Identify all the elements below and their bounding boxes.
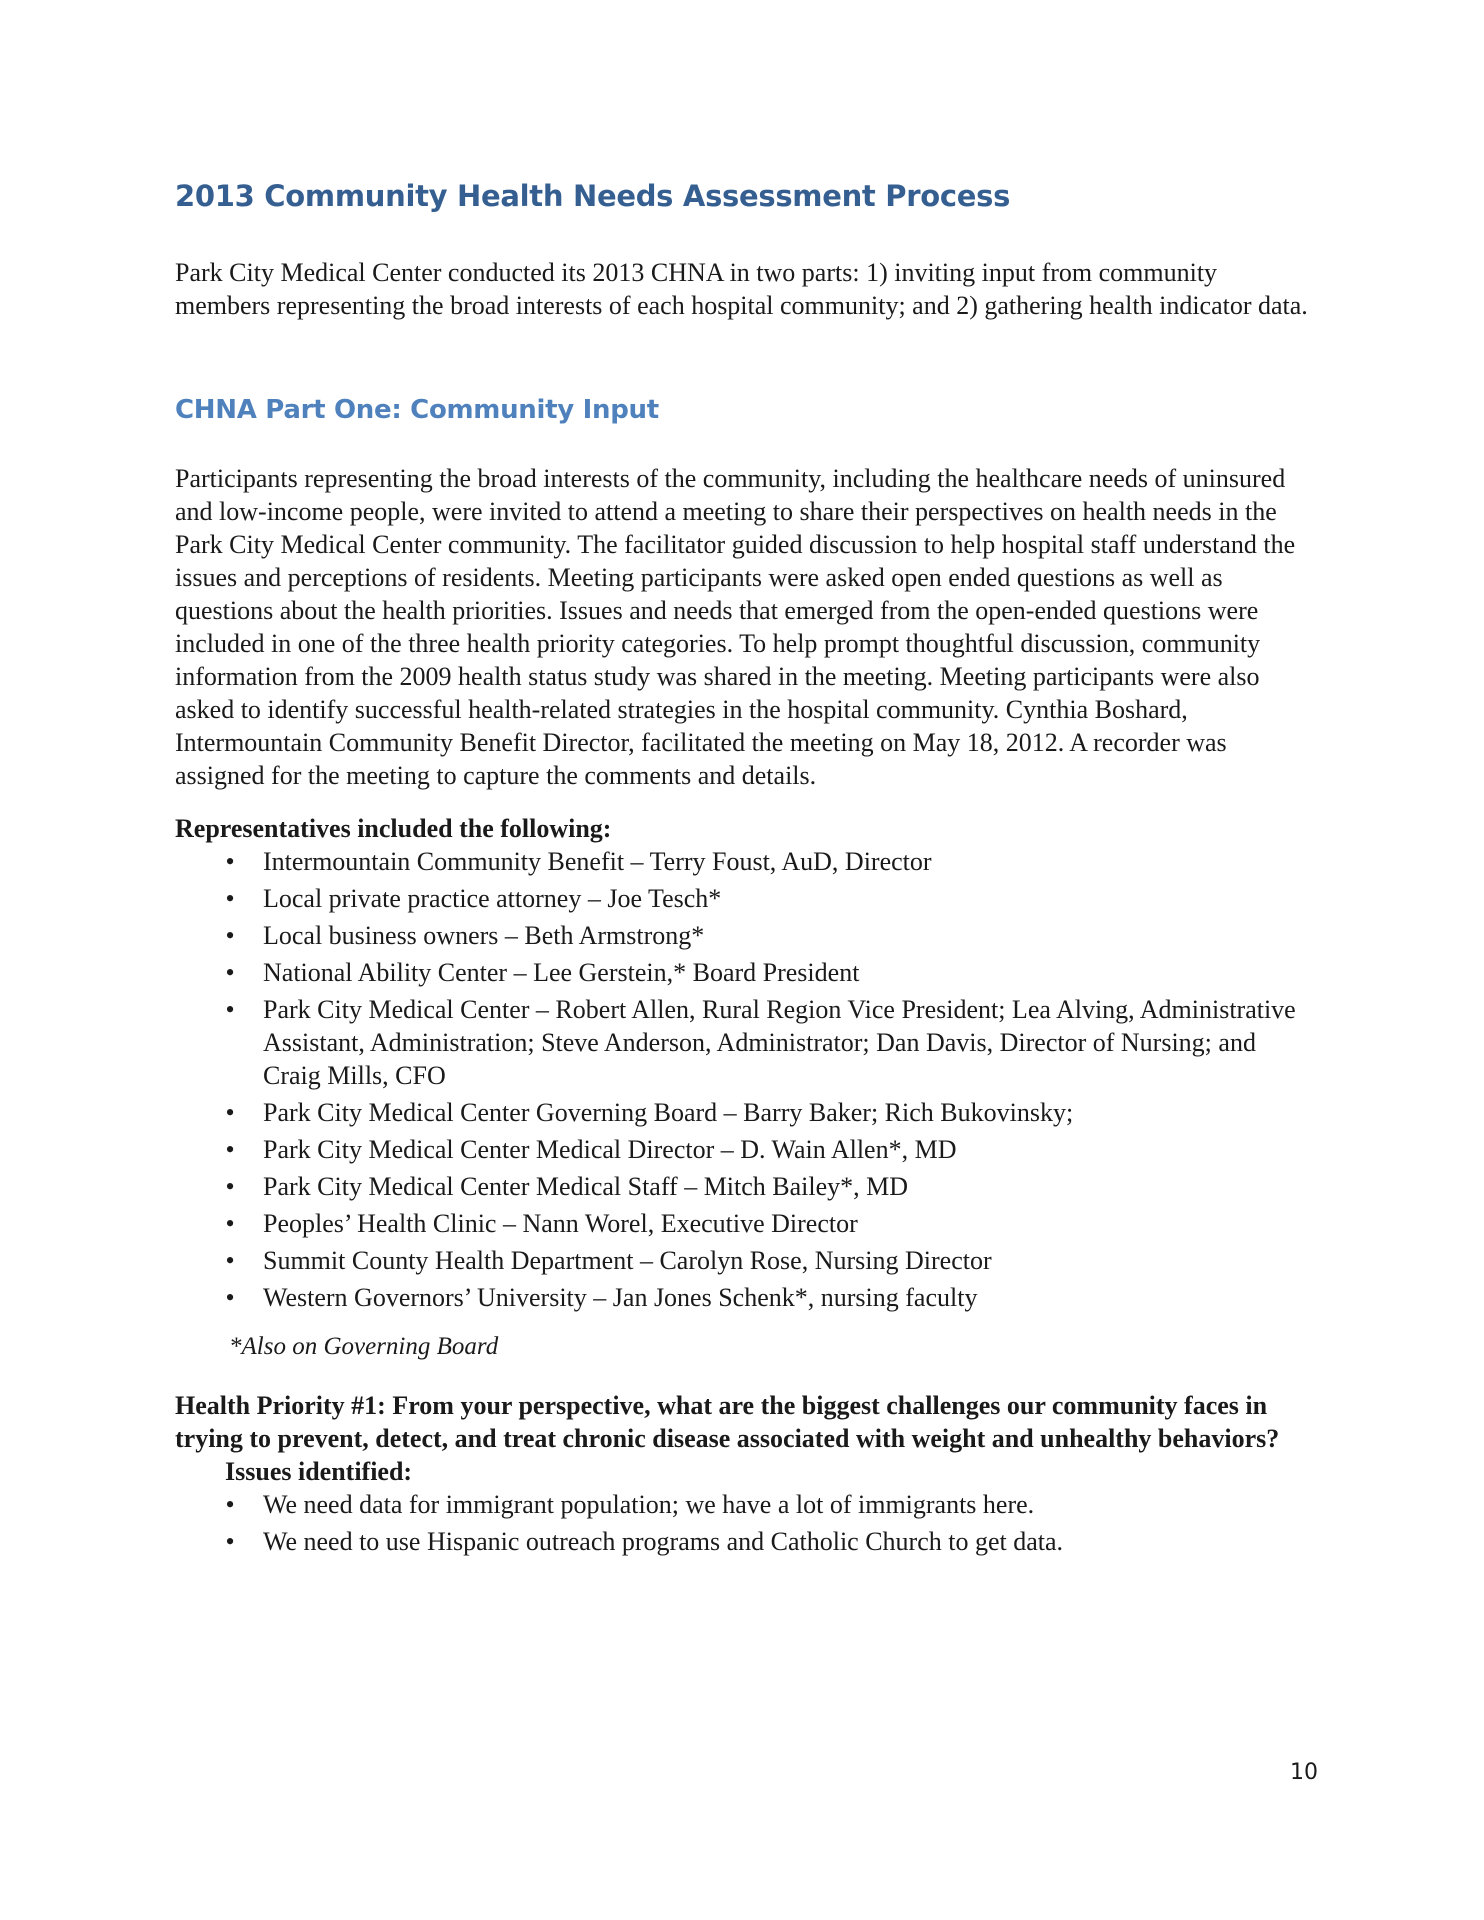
issues-identified-label: Issues identified: [225, 1457, 413, 1486]
bullet-icon: • [225, 847, 235, 876]
health-priority-question: Health Priority #1: From your perspective, what are the biggest challenges our community faces in trying to prevent, detect, and treat chronic disease associated with weight and unhealthy behaviors? [175, 1391, 1280, 1453]
list-item [175, 1488, 1315, 1521]
issues-list [175, 1488, 1315, 1558]
list-item-text: We need data for immigrant population; we have a lot of immigrants here. [263, 1490, 1035, 1519]
bullet-icon: • [225, 884, 235, 913]
bullet-icon: • [225, 1246, 235, 1275]
list-item-text: National Ability Center – Lee Gerstein,* Board President [263, 958, 860, 987]
list-item-text: Intermountain Community Benefit – Terry Foust, AuD, Director [263, 847, 932, 876]
list-item-text: Western Governors’ University – Jan Jones Schenk*, nursing faculty [263, 1283, 978, 1312]
list-item-text: Local business owners – Beth Armstrong* [263, 921, 705, 950]
section-heading: CHNA Part One: Community Input [175, 395, 659, 425]
bullet-icon: • [225, 1209, 235, 1238]
list-item [175, 1525, 1315, 1558]
bullet-icon: • [225, 1490, 235, 1519]
bullet-icon: • [225, 1283, 235, 1312]
list-item-text: We need to use Hispanic outreach programs and Catholic Church to get data. [263, 1527, 1064, 1556]
bullet-icon: • [225, 995, 235, 1024]
list-item-text: Peoples’ Health Clinic – Nann Worel, Executive Director [263, 1209, 858, 1238]
list-item-text: Park City Medical Center Governing Board – Barry Baker; Rich Bukovinsky; [263, 1098, 1074, 1127]
list-item [175, 1244, 1315, 1277]
bullet-icon: • [225, 1135, 235, 1164]
list-item [175, 919, 1315, 952]
list-item [175, 1170, 1315, 1203]
list-item-text: Park City Medical Center – Robert Allen, Rural Region Vice President; Lea Alving, Administrative Assistant, Administration; Steve Anderson, Administrator; Dan Davis, Director of Nursing; and Craig Mills, CFO [263, 995, 1296, 1090]
section-heading-wrap [175, 388, 1315, 432]
page-title: 2013 Community Health Needs Assessment Process [175, 179, 1011, 213]
bullet-icon: • [225, 1098, 235, 1127]
bullet-icon: • [225, 958, 235, 987]
bullet-icon: • [225, 1172, 235, 1201]
list-item [175, 993, 1315, 1092]
list-item [175, 845, 1315, 878]
page-number: 10 [1290, 1760, 1318, 1785]
list-item [175, 1133, 1315, 1166]
page-content [175, 172, 1315, 1562]
list-item [175, 956, 1315, 989]
governing-board-note: *Also on Governing Board [229, 1333, 499, 1360]
list-item-text: Park City Medical Center Medical Director – D. Wain Allen*, MD [263, 1135, 957, 1164]
section-paragraph: Participants representing the broad interests of the community, including the healthcare needs of uninsured and low-income people, were invited to attend a meeting to share their perspectives on health needs in the Park City Medical Center community. The facilitator guided discussion to help hospital staff understand the issues and perceptions of residents. Meeting participants were asked open ended questions as well as questions about the health priorities. Issues and needs that emerged from the open-ended questions were included in one of the three health priority categories. To help prompt thoughtful discussion, community information from the 2009 health status study was shared in the meeting. Meeting participants were also asked to identify successful health-related strategies in the hospital community. Cynthia Boshard, Intermountain Community Benefit Director, facilitated the meeting on May 18, 2012. A recorder was assigned for the meeting to capture the comments and details. [175, 464, 1296, 790]
list-item [175, 1096, 1315, 1129]
representatives-list [175, 845, 1315, 1314]
list-item-text: Local private practice attorney – Joe Tesch* [263, 884, 722, 913]
list-item [175, 1207, 1315, 1240]
list-item [175, 882, 1315, 915]
list-item [175, 1281, 1315, 1314]
list-item-text: Park City Medical Center Medical Staff – Mitch Bailey*, MD [263, 1172, 909, 1201]
bullet-icon: • [225, 921, 235, 950]
representatives-heading: Representatives included the following: [175, 814, 612, 843]
intro-paragraph: Park City Medical Center conducted its 2013 CHNA in two parts: 1) inviting input from community members representing the broad interests of each hospital community; and 2) gathering health indicator data. [175, 258, 1308, 320]
bullet-icon: • [225, 1527, 235, 1556]
list-item-text: Summit County Health Department – Carolyn Rose, Nursing Director [263, 1246, 992, 1275]
